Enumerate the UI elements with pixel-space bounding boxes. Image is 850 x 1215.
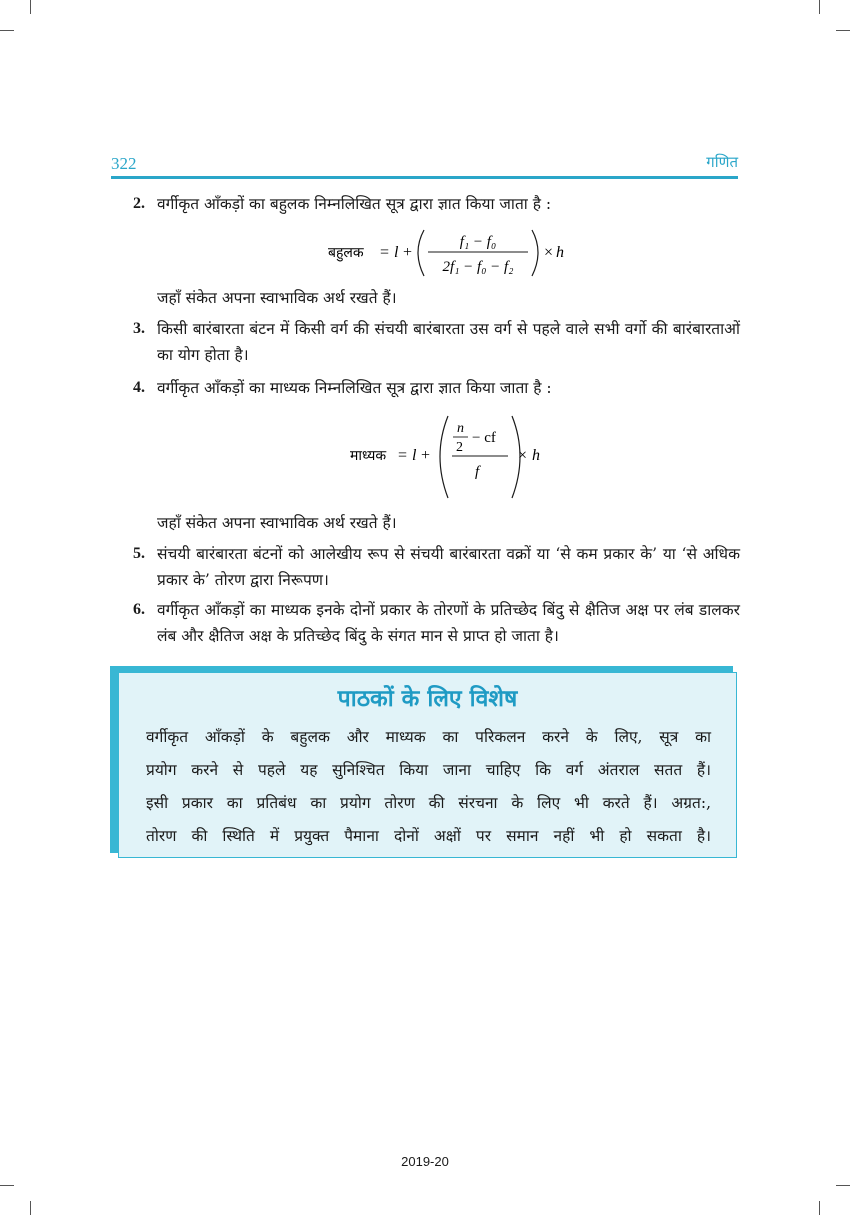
median-h: h (532, 447, 540, 464)
mode-h: h (556, 244, 564, 261)
special-box-title: पाठकों के लिए विशेष (337, 685, 518, 712)
list-item (133, 541, 740, 593)
mode-label: बहुलक (328, 245, 364, 261)
note-symbols: जहाँ संकेत अपना स्वाभाविक अर्थ रखते हैं। (157, 514, 397, 532)
mode-formula-svg (328, 224, 568, 280)
crop-mark (0, 30, 14, 31)
median-f: f (475, 464, 480, 480)
mode-denominator: 2f₁ − f₀ − f₂ (442, 259, 514, 275)
crop-mark (30, 0, 31, 14)
mode-l: l (394, 244, 399, 261)
special-box-body (146, 721, 711, 853)
item-number: 6. (133, 601, 145, 618)
list-item (133, 316, 740, 368)
median-formula-svg (350, 412, 550, 502)
special-box-line: वर्गीकृत आँकड़ों के बहुलक और माध्यक का परिकलन करने के लिए, सूत्र का (146, 728, 711, 746)
item-text: किसी बारंबारता बंटन में किसी वर्ग की संचयी बारंबारता उस वर्ग से पहले वाले सभी वर्गो की बारंबारताओं का योग होता है। (157, 320, 740, 364)
item-number: 2. (133, 195, 145, 212)
left-paren (440, 416, 448, 498)
svg-text:+: + (403, 244, 413, 261)
svg-text:×: × (544, 244, 554, 261)
special-box-line: तोरण की स्थिति में प्रयुक्त पैमाना दोनों अक्षों पर समान नहीं भी हो सकता है। (146, 827, 711, 845)
median-formula (350, 412, 550, 507)
median-label: माध्यक (350, 448, 387, 464)
crop-mark (819, 0, 820, 14)
item-text: वर्गीकृत आँकड़ों का माध्यक इनके दोनों प्रकार के तोरणों के प्रतिच्छेद बिंदु से क्षैतिज अक्ष पर लंब डालकर लंब और क्षैतिज अक्ष के प्रतिच्छेद बिंदु के संगत मान से प्राप्त हो जाता है। (157, 601, 740, 645)
note-symbols: जहाँ संकेत अपना स्वाभाविक अर्थ रखते हैं। (157, 289, 397, 307)
item-number: 4. (133, 379, 145, 396)
median-two: 2 (456, 440, 463, 455)
special-box-line: इसी प्रकार का प्रतिबंध का प्रयोग तोरण की संरचना के लिए भी करते हैं। अग्रत:, (146, 794, 711, 812)
page-footer: 2019-20 (401, 1154, 449, 1169)
median-l: l (412, 447, 417, 464)
svg-text:+: + (421, 447, 431, 464)
left-paren (418, 230, 424, 276)
median-cf: − cf (472, 430, 496, 446)
item-text: वर्गीकृत आँकड़ों का बहुलक निम्नलिखित सूत्र द्वारा ज्ञात किया जाता है : (157, 195, 552, 213)
crop-mark (836, 1185, 850, 1186)
subject-title: गणित (706, 153, 738, 171)
page-header (111, 152, 738, 178)
crop-mark (0, 1185, 14, 1186)
item-number: 5. (133, 545, 145, 562)
mode-formula (328, 224, 568, 285)
special-box (118, 672, 737, 858)
svg-text:=: = (380, 244, 390, 261)
item-text: वर्गीकृत आँकड़ों का माध्यक निम्नलिखित सूत्र द्वारा ज्ञात किया जाता है : (157, 379, 552, 397)
mode-numerator: f₁ − f₀ (459, 234, 497, 250)
list-item (133, 191, 740, 217)
item-text: संचयी बारंबारता बंटनों को आलेखीय रूप से संचयी बारंबारता वक्रों या ‘से कम प्रकार के’ या ‘से अधिक प्रकार के’ तोरण द्वारा निरूपण। (157, 545, 740, 589)
item-number: 3. (133, 320, 145, 337)
page-number: 322 (111, 154, 137, 173)
right-paren (532, 230, 538, 276)
median-n: n (457, 421, 464, 436)
svg-text:=: = (398, 447, 408, 464)
list-item (133, 375, 740, 401)
crop-mark (819, 1201, 820, 1215)
svg-text:×: × (518, 447, 528, 464)
crop-mark (30, 1201, 31, 1215)
header-rule (111, 176, 738, 179)
list-item (133, 597, 740, 649)
special-box-line: प्रयोग करने से पहले यह सुनिश्चित किया जाना चाहिए कि वर्ग अंतराल सतत हैं। (146, 761, 711, 779)
crop-mark (836, 30, 850, 31)
